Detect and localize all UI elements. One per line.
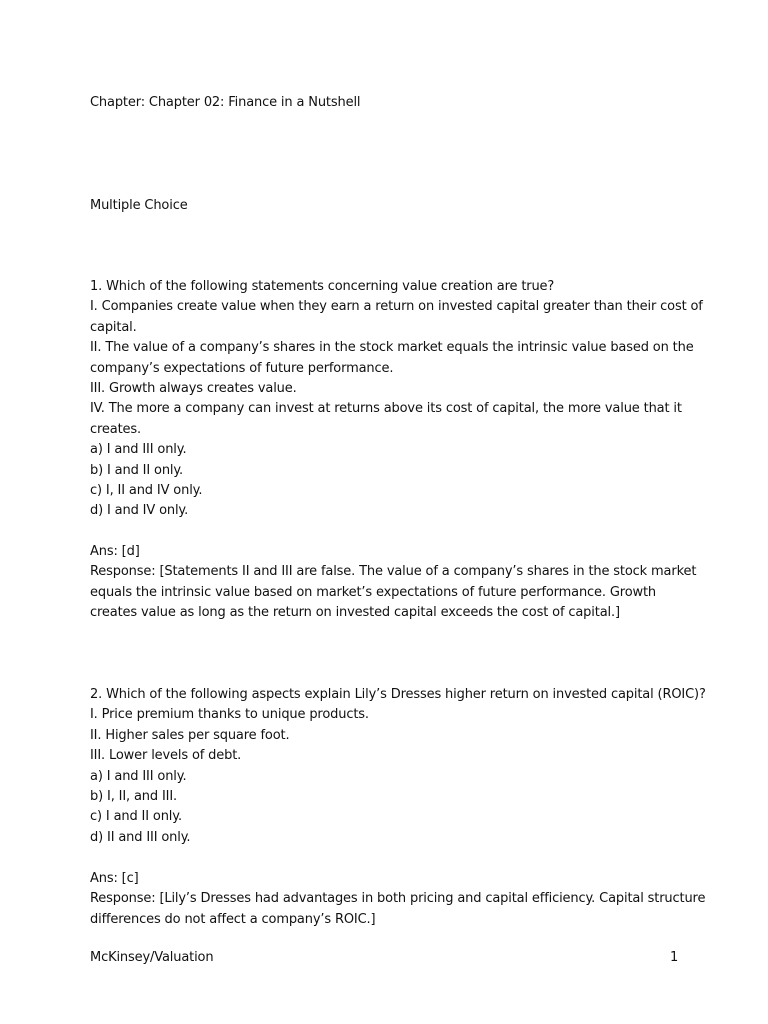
question-1-statement-line: I. Companies create value when they earn a return on invested capital greater than their cost of <box>90 299 703 315</box>
question-2 <box>90 685 706 848</box>
question-2-response-line: differences do not affect a company’s ROIC.] <box>90 911 376 927</box>
question-1-statement-line: creates. <box>90 421 141 437</box>
question-2-statement-line: II. Higher sales per square foot. <box>90 727 290 743</box>
question-2-option-d: d) II and III only. <box>90 829 191 845</box>
question-1-statement-line: capital. <box>90 319 137 335</box>
question-1-response-line: creates value as long as the return on invested capital exceeds the cost of capital.] <box>90 605 620 621</box>
question-1-stem: 1. Which of the following statements concerning value creation are true? <box>90 279 555 294</box>
question-1-statement-line: company’s expectations of future performance. <box>90 360 394 376</box>
question-2-option-c: c) I and II only. <box>90 809 182 825</box>
question-1-answer-block <box>90 542 697 624</box>
question-1-option-b: b) I and II only. <box>90 462 184 478</box>
question-1-response-line: Response: [Statements II and III are false. The value of a company’s shares in the stock market <box>90 564 697 580</box>
question-2-statement-line: III. Lower levels of debt. <box>90 748 242 764</box>
question-2-answer: Ans: [c] <box>90 871 139 886</box>
question-1 <box>90 277 703 522</box>
page-number: 1 <box>670 950 679 965</box>
question-2-option-b: b) I, II, and III. <box>90 788 178 804</box>
question-1-statement-line: IV. The more a company can invest at returns above its cost of capital, the more value that it <box>90 401 682 417</box>
question-1-statement-line: II. The value of a company’s shares in the stock market equals the intrinsic value based on the <box>90 340 694 356</box>
footer-source: McKinsey/Valuation <box>90 950 214 965</box>
question-2-stem: 2. Which of the following aspects explain Lily’s Dresses higher return on invested capital (ROIC)? <box>90 687 706 702</box>
chapter-title: Chapter: Chapter 02: Finance in a Nutshell <box>90 95 361 110</box>
question-1-option-d: d) I and IV only. <box>90 503 189 519</box>
question-2-statement-line: I. Price premium thanks to unique products. <box>90 707 369 723</box>
question-2-answer-block <box>90 869 706 930</box>
question-2-option-a: a) I and III only. <box>90 768 187 784</box>
question-1-statement-line: III. Growth always creates value. <box>90 380 297 396</box>
question-1-answer: Ans: [d] <box>90 544 140 559</box>
question-2-response-line: Response: [Lily’s Dresses had advantages in both pricing and capital efficiency. Capital structure <box>90 891 706 907</box>
question-1-option-a: a) I and III only. <box>90 442 187 458</box>
question-1-response-line: equals the intrinsic value based on market’s expectations of future performance. Growth <box>90 584 657 600</box>
question-1-option-c: c) I, II and IV only. <box>90 482 203 498</box>
section-title: Multiple Choice <box>90 198 188 213</box>
